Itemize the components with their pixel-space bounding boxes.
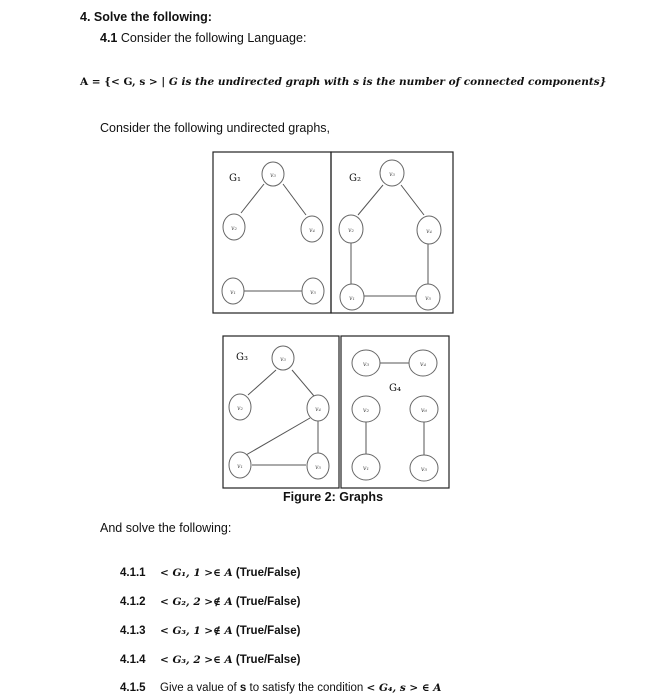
question-title: 4. Solve the following: xyxy=(80,10,212,24)
g3-node-v5 xyxy=(307,453,329,479)
item-answer-format: (True/False) xyxy=(232,654,301,666)
g2-node-v5 xyxy=(416,284,440,310)
svg-text:v₁: v₁ xyxy=(230,289,236,296)
g1-node-v2 xyxy=(223,214,245,240)
figure-caption: Figure 2: Graphs xyxy=(283,490,384,504)
g3-edge-v3-v2 xyxy=(248,370,276,395)
language-lhs: A = {< G, s > xyxy=(80,76,162,88)
item-variable: s xyxy=(239,682,247,694)
item-4-1-5 xyxy=(120,682,441,694)
g4-node-v3 xyxy=(352,350,380,376)
item-4-1-4 xyxy=(120,654,300,666)
item-4-1-2 xyxy=(120,596,300,608)
item-text: Give a value of xyxy=(160,682,240,694)
g2-label: G₂ xyxy=(349,173,361,184)
subquestion-text: Consider the following Language: xyxy=(117,31,307,45)
item-answer-format: (True/False) xyxy=(232,625,301,637)
svg-text:v₁: v₁ xyxy=(349,295,355,302)
item-4-1-3 xyxy=(120,625,300,637)
g3-node-v3 xyxy=(272,346,294,370)
svg-text:v₃: v₃ xyxy=(270,172,276,179)
item-expression: < G₁, 1 >∈ A xyxy=(160,567,233,579)
item-text-2: to satisfy the condition xyxy=(246,682,367,694)
g3-edge-v1-v4 xyxy=(246,418,310,455)
g2-node-v3 xyxy=(380,160,404,186)
g2-edge-v3-v2 xyxy=(358,185,383,215)
g4-node-v6 xyxy=(410,396,438,422)
language-rhs: G is the undirected graph with s is the number of connected components} xyxy=(168,76,607,88)
svg-text:v₂: v₂ xyxy=(237,405,243,412)
item-number: 4.1.3 xyxy=(120,625,146,637)
g1-edge-v3-v4 xyxy=(283,184,306,215)
item-expression: < G₂, 2 >∉ A xyxy=(160,596,233,608)
svg-text:v₄: v₄ xyxy=(426,228,432,235)
svg-text:v₅: v₅ xyxy=(310,289,316,296)
g3-node-v1 xyxy=(229,452,251,478)
g2-node-v4 xyxy=(417,216,441,244)
svg-text:v₆: v₆ xyxy=(420,406,428,414)
svg-text:v₂: v₂ xyxy=(348,227,354,234)
g3-node-v2 xyxy=(229,394,251,420)
item-expression: < G₄, s > ∈ A xyxy=(366,682,442,694)
svg-text:v₅: v₅ xyxy=(420,465,428,473)
g1-node-v3 xyxy=(262,162,284,186)
svg-text:v₃: v₃ xyxy=(280,356,286,363)
svg-text:v₁: v₁ xyxy=(237,463,243,470)
g4-node-v4 xyxy=(409,350,437,376)
g1-edge-v3-v2 xyxy=(241,184,264,213)
prompt-solve: And solve the following: xyxy=(100,521,232,535)
item-expression: < G₃, 1 >∉ A xyxy=(160,625,233,637)
svg-text:v₃: v₃ xyxy=(389,171,395,178)
g3-node-v4 xyxy=(307,395,329,421)
svg-text:v₃: v₃ xyxy=(362,360,370,368)
svg-text:v₄: v₄ xyxy=(315,406,321,413)
item-number: 4.1.5 xyxy=(120,682,146,694)
item-number: 4.1.4 xyxy=(120,654,146,666)
svg-text:v₅: v₅ xyxy=(425,295,431,302)
g1-label: G₁ xyxy=(229,173,241,184)
language-bar: | xyxy=(161,76,169,88)
g2-node-v2 xyxy=(339,215,363,243)
svg-text:v₅: v₅ xyxy=(315,464,321,471)
g1-node-v5 xyxy=(302,278,324,304)
g2-edge-v3-v4 xyxy=(401,185,424,215)
g4-node-v1 xyxy=(352,454,380,480)
svg-text:v₁: v₁ xyxy=(362,464,370,472)
svg-text:v₄: v₄ xyxy=(309,227,315,234)
subquestion-number: 4.1 xyxy=(100,31,118,45)
g3-label: G₃ xyxy=(236,352,248,363)
item-expression: < G₃, 2 >∈ A xyxy=(160,654,233,666)
item-4-1-1 xyxy=(120,567,300,579)
item-number: 4.1.2 xyxy=(120,596,146,608)
g4-node-v2 xyxy=(352,396,380,422)
g4-label: G₄ xyxy=(389,383,401,394)
g1-node-v1 xyxy=(222,278,244,304)
item-answer-format: (True/False) xyxy=(232,567,301,579)
svg-text:v₄: v₄ xyxy=(419,360,427,368)
g3-edge-v3-v4 xyxy=(292,370,314,396)
svg-text:v₂: v₂ xyxy=(362,406,370,414)
g2-node-v1 xyxy=(340,284,364,310)
item-number: 4.1.1 xyxy=(120,567,146,579)
g1-node-v4 xyxy=(301,216,323,242)
svg-text:v₂: v₂ xyxy=(231,225,237,232)
g4-node-v5 xyxy=(410,455,438,481)
item-answer-format: (True/False) xyxy=(232,596,301,608)
prompt-graphs: Consider the following undirected graphs, xyxy=(100,121,330,135)
